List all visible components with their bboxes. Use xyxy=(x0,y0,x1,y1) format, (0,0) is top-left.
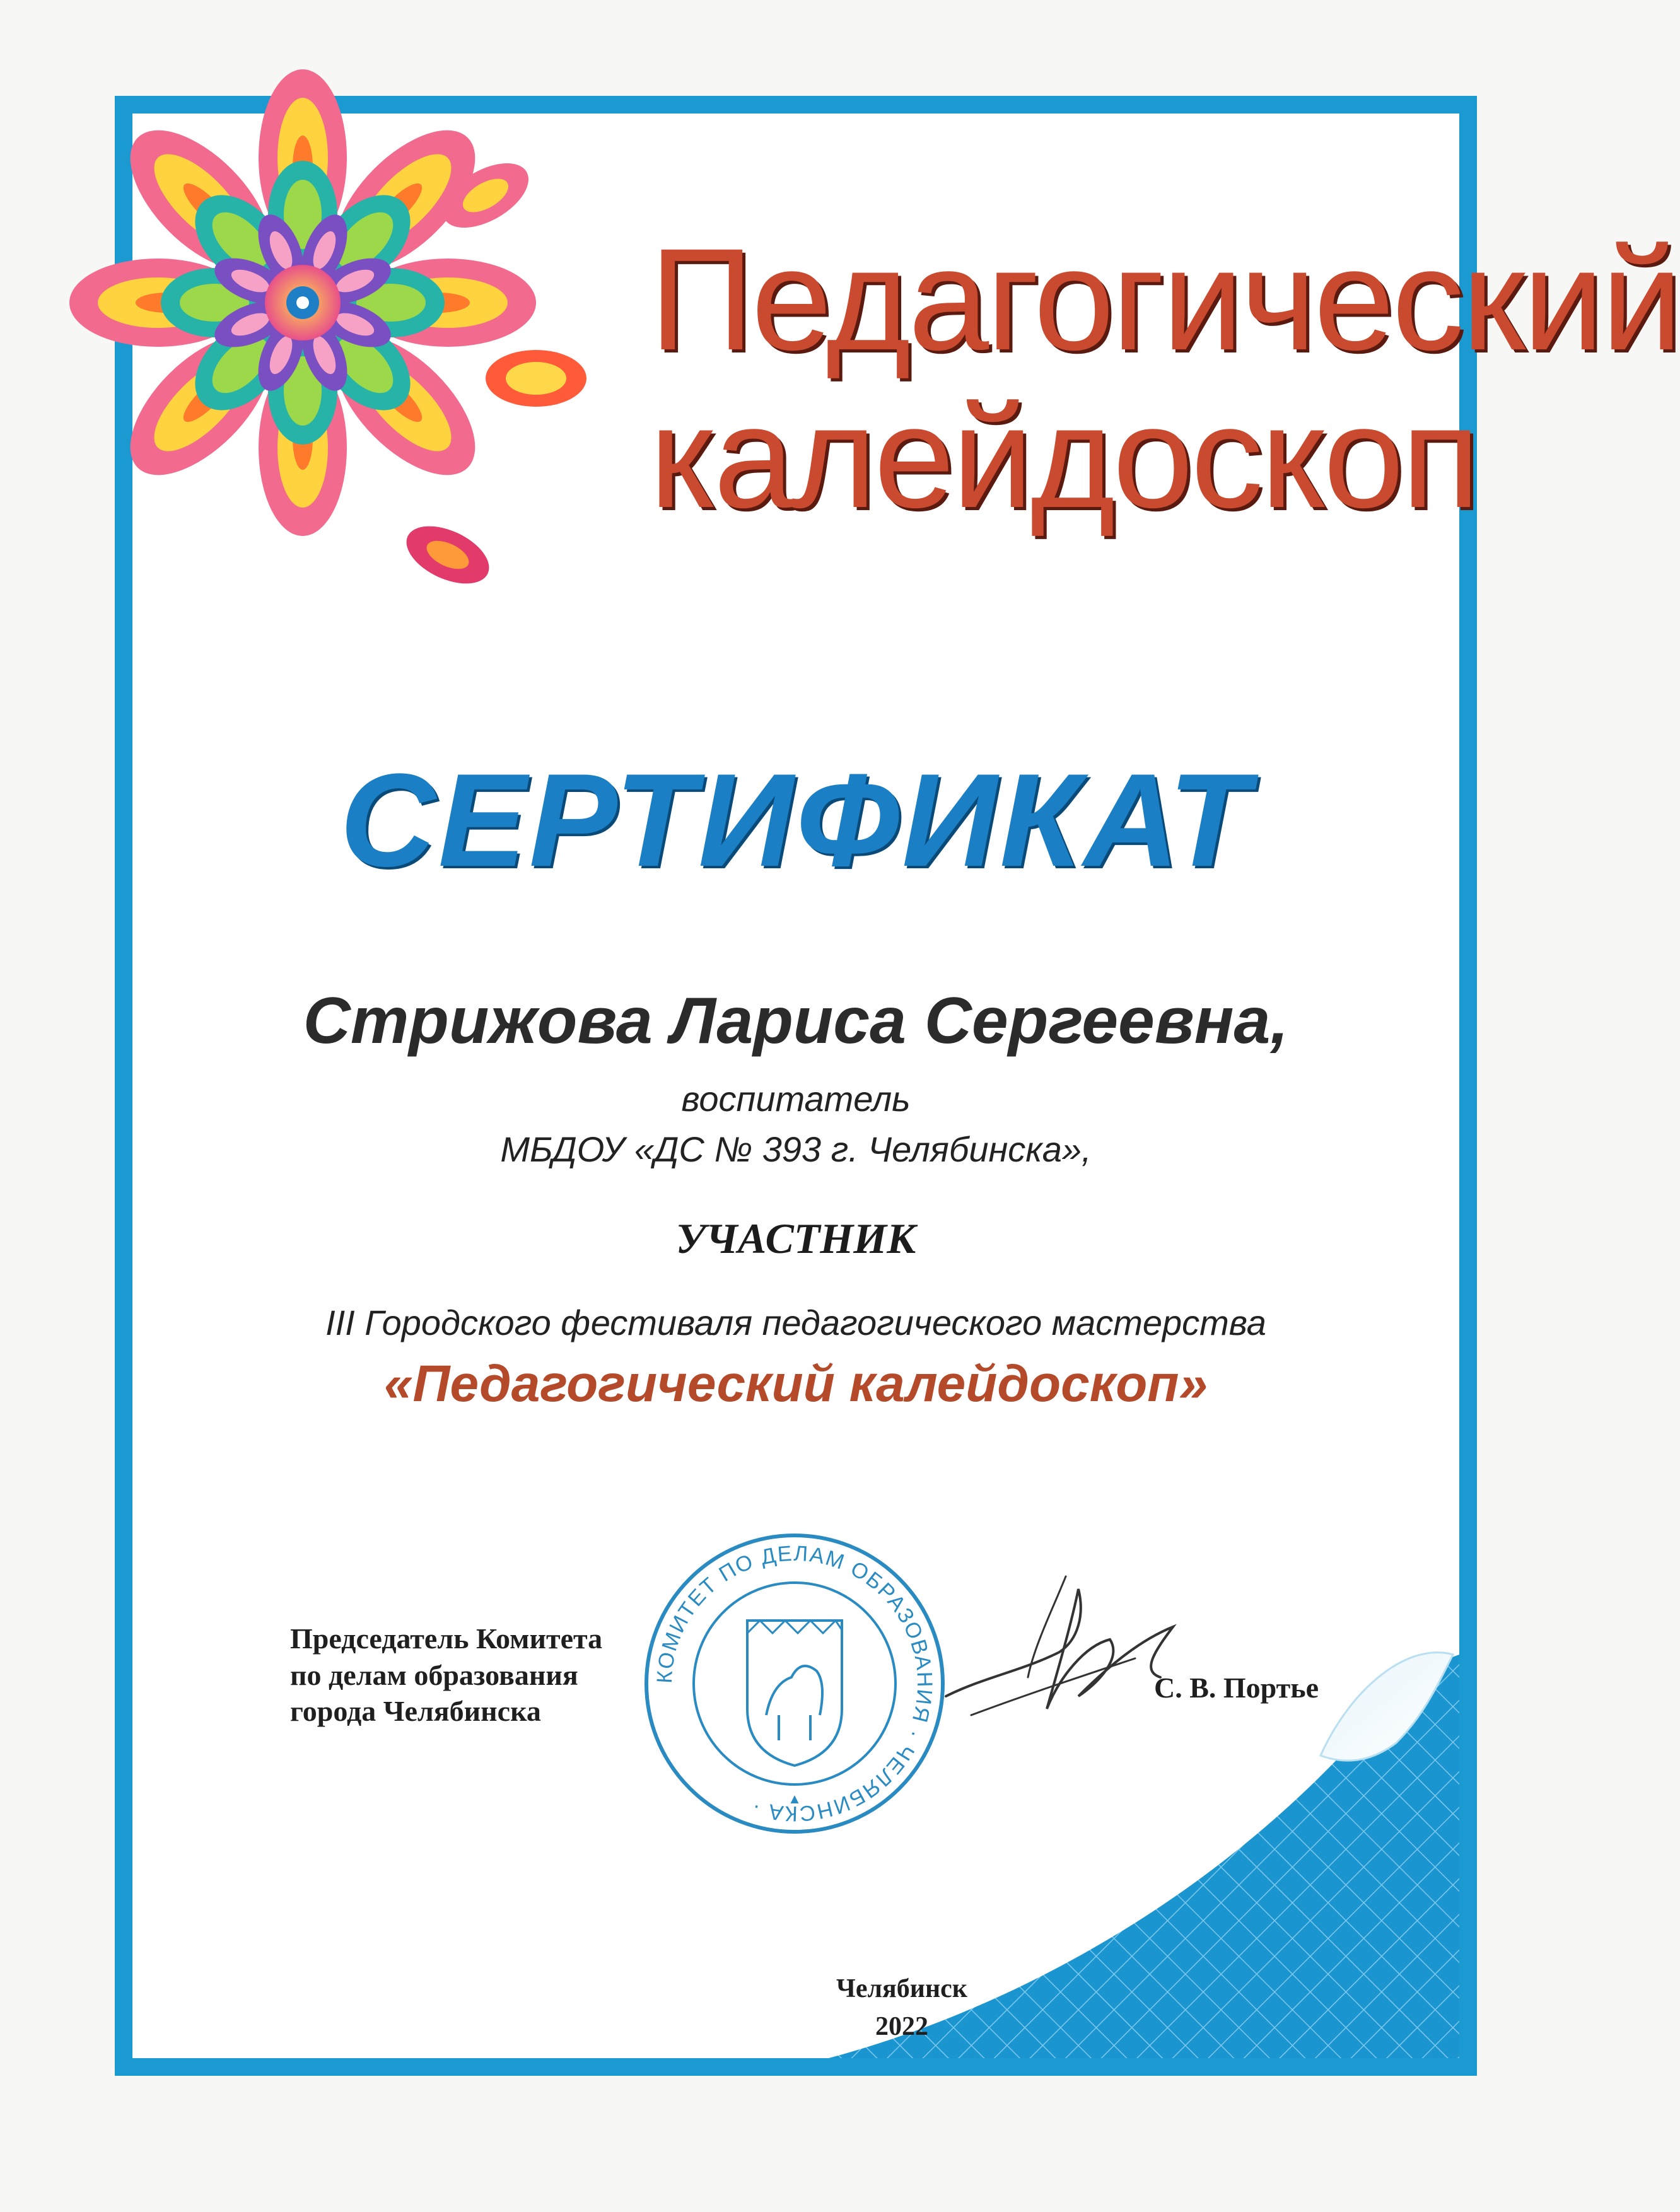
recipient-position: воспитатель xyxy=(681,1079,911,1119)
festival-description: III Городского фестиваля педагогического мастерства xyxy=(325,1303,1266,1342)
headline-line-2: калейдоскоп xyxy=(650,376,1478,538)
footer-city: Челябинск xyxy=(836,1974,967,2003)
signer-title xyxy=(290,1621,602,1730)
signer-title-line: города Челябинска xyxy=(290,1695,541,1727)
certificate-frame xyxy=(115,96,1680,2076)
kaleidoscope-mandala-image xyxy=(132,114,637,631)
certificate-body xyxy=(132,114,1680,2058)
signer-title-line: Председатель Комитета xyxy=(290,1622,603,1655)
participant-status: УЧАСТНИК xyxy=(675,1214,916,1262)
certificate-title: СЕРТИФИКАТ xyxy=(340,746,1252,894)
seal-text: КОМИТЕТ ПО ДЕЛАМ ОБРАЗОВАНИЯ · ЧЕЛЯБИНСКА · xyxy=(652,1541,937,1826)
recipient-organization: МБДОУ «ДС № 393 г. Челябинска», xyxy=(500,1129,1092,1169)
signer-title-line: по делам образования xyxy=(290,1658,578,1691)
recipient-name: Стрижова Лариса Сергеевна, xyxy=(303,984,1289,1057)
svg-text:▲: ▲ xyxy=(788,1791,802,1807)
footer-year: 2022 xyxy=(875,2012,928,2041)
signer-name: С. В. Портье xyxy=(1154,1672,1319,1704)
festival-name: «Педагогический калейдоскоп» xyxy=(383,1355,1208,1412)
headline-line-1: Педагогический xyxy=(650,218,1680,380)
